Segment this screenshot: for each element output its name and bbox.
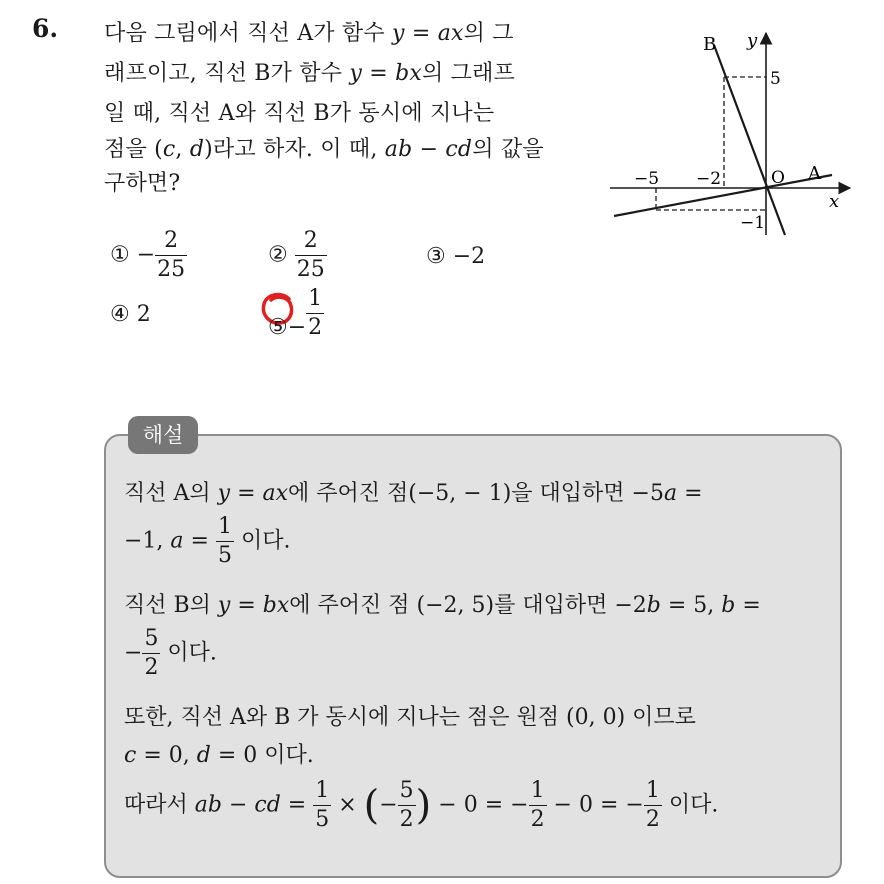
- question-line-4: 점을 (c, d)라고 하자. 이 때, ab − cd의 값을: [104, 137, 544, 162]
- solution-line-2: −1, a = $\frac{1}{5}$ 이다.: [124, 514, 291, 568]
- solution-tag: 해설: [128, 416, 198, 454]
- question-line-5: 구하면?: [104, 171, 181, 196]
- label-O: O: [771, 168, 785, 188]
- label-A: A: [808, 163, 821, 184]
- label-B: B: [703, 34, 717, 55]
- solution-line-5: 또한, 직선 A와 B 가 동시에 지나는 점은 원점 (0, 0) 이므로: [124, 705, 696, 730]
- choice-1[interactable]: ① − $\frac{2}{25}$: [110, 228, 186, 282]
- solution-line-1: 직선 A의 y = ax에 주어진 점(−5, − 1)을 대입하면 −5a =: [124, 481, 703, 506]
- label-y: y: [747, 30, 758, 51]
- tick-m1: −1: [740, 213, 766, 233]
- solution-line-6: c = 0, d = 0 이다.: [124, 743, 314, 768]
- solution-line-3: 직선 B의 y = bx에 주어진 점 (−2, 5)를 대입하면 −2b = 5, b =: [124, 593, 761, 618]
- choice-4[interactable]: ④ 2: [110, 302, 151, 327]
- choice-3[interactable]: ③ −2: [426, 244, 486, 269]
- tick-m5: −5: [634, 169, 660, 189]
- question-line-3: 일 때, 직선 A와 직선 B가 동시에 지나는: [104, 101, 495, 126]
- tick-5: 5: [770, 69, 781, 89]
- question-number: 6.: [32, 14, 59, 43]
- choice-5[interactable]: ⑤− $\frac{1}{2}$: [268, 288, 324, 339]
- choice-2[interactable]: ② $\frac{2}{25}$: [268, 228, 325, 282]
- solution-line-7: 따라서 ab − cd = $\frac{1}{5}$ × (− $\frac{5}{2}$ ) − 0 = − $\frac{1}{2}$ − 0 = − $\frac{1}{2}$ 이다.: [124, 778, 719, 832]
- coordinate-graph: [600, 25, 855, 240]
- question-line-2: 래프이고, 직선 B가 함수 y = bx의 그래프: [104, 61, 515, 86]
- solution-line-4: − $\frac{5}{2}$ 이다.: [124, 626, 217, 680]
- tick-m2: −2: [696, 169, 722, 189]
- label-x: x: [829, 191, 840, 212]
- question-line-1: 다음 그림에서 직선 A가 함수 y = ax의 그: [104, 21, 514, 46]
